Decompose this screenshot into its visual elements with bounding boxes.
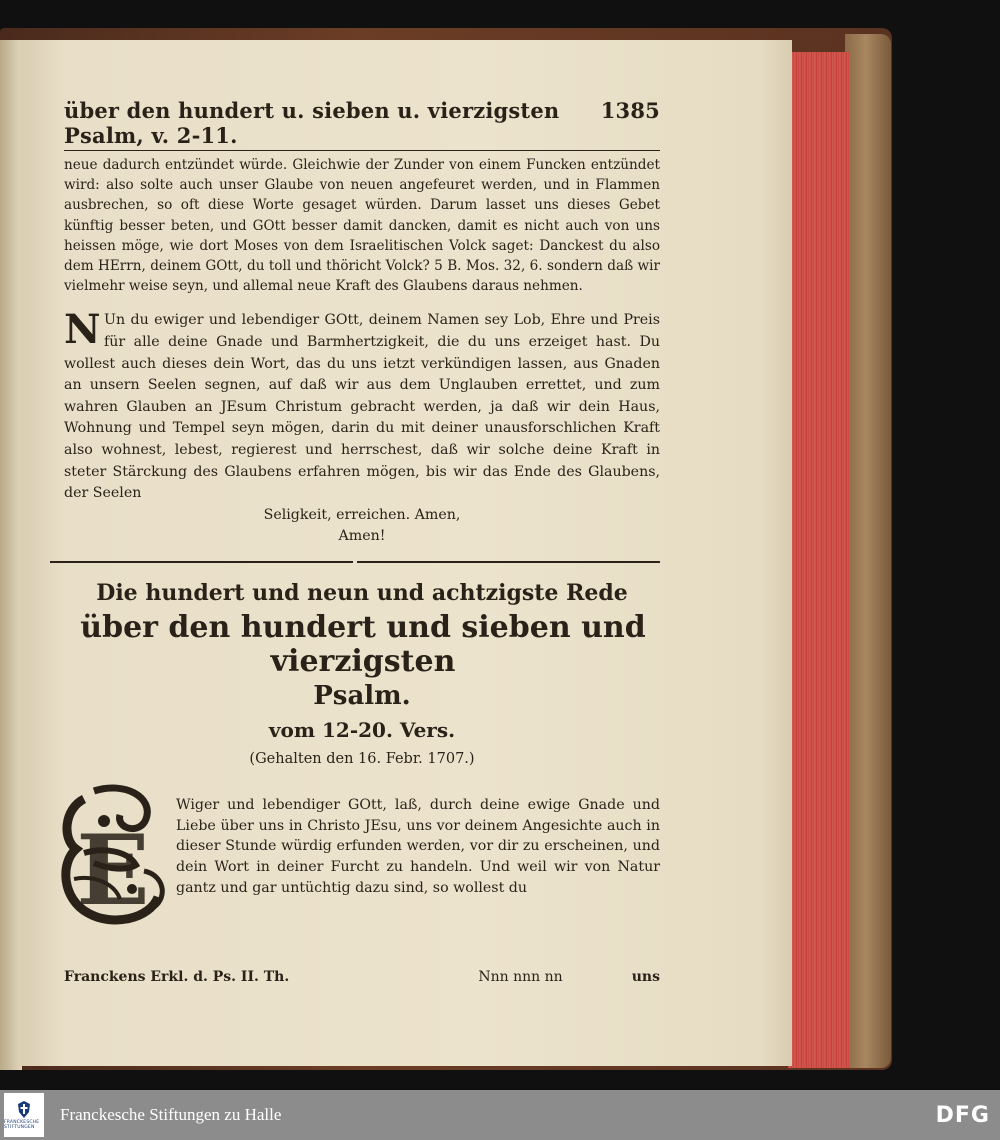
institution-name: Franckesche Stiftungen zu Halle [60, 1105, 282, 1124]
prayer-initial: N [64, 306, 101, 354]
section-title-line3: Psalm. [313, 680, 411, 711]
viewer-bar [0, 1090, 1000, 1140]
signature-line: Franckens Erkl. d. Ps. II. Th. [64, 968, 290, 985]
dfg-logo[interactable]: DFG [935, 1102, 990, 1128]
prayer-amen: Amen! [338, 527, 386, 544]
section-date: (Gehalten den 16. Febr. 1707.) [249, 750, 475, 767]
prayer-text: Un du ewiger und lebendiger GOtt, deinem Namen sey Lob, Ehre und Preis für alle deine Gnade und Barmhertzigkeit, die du uns erzeiget hast. Du wollest auch dieses dein Wort, das du uns ietzt verkündigen lassen, aus Gnaden an unsern Seelen segnen, auf daß wir aus dem Unglauben errettet, und zum wahren Glauben an JEsum Christum gebracht werden, ja daß wir dein Haus, Wohnung und Tempel seyn mögen, darin du mit deiner unausforschlichen Kraft also wohnest, lebest, regierest und herrschest, daß wir solche deine Kraft in steter Stärckung des Glaubens erfahren mögen, bis wir das Ende des Glaubens, der Seelen [64, 312, 660, 502]
facing-page-edge [0, 40, 22, 1070]
logo-label: FRANCKESCHE STIFTUNGEN [4, 1120, 40, 1130]
page-block-red-edge [788, 52, 850, 1068]
closing-prayer [64, 306, 660, 504]
book-page [20, 40, 792, 1066]
continuation-paragraph: neue dadurch entzündet würde. Gleichwie der Zunder von einem Funcken entzündet wird: also solte auch unser Glaube von neuen angefeuret werden, und in Flammen ausbrechen, so oft diese Worte gesaget würden. Darum lasset uns dieses Gebet künftig besser beten, und GOtt besser damit dancken, damit es nicht auch von uns heissen möge, wie dort Moses von dem Israelitischen Volck saget: Danckest du also dem HErrn, deinem GOtt, du toll und thöricht Volck? 5 B. Mos. 32, 6. sondern daß wir vielmehr weise seyn, und allemal neue Kraft des Glaubens daraus nehmen. [64, 157, 660, 295]
section-verses: vom 12-20. Vers. [268, 717, 456, 742]
section-divider [50, 561, 660, 563]
running-header [64, 98, 660, 151]
page-number: 1385 [600, 98, 660, 123]
shield-crest-icon [16, 1100, 32, 1120]
book-cover-edge [845, 34, 891, 1068]
page-footer [64, 969, 660, 985]
opening-paragraph [64, 779, 660, 985]
page-content [64, 98, 660, 985]
institution-logo[interactable] [4, 1093, 44, 1137]
section-title-line2: über den hundert und sieben und vierzigsten [80, 609, 646, 679]
ornamental-initial-e-icon [54, 779, 172, 931]
prayer-closing-line: Seligkeit, erreichen. Amen, [263, 506, 461, 523]
catchword: uns [631, 968, 660, 985]
section-title-line1: Die hundert und neun und achtzigste Rede [96, 579, 628, 606]
sheet-mark: Nnn nnn nn [478, 968, 563, 985]
svg-text:E: E [76, 813, 150, 927]
running-title: über den hundert u. sieben u. vierzigsten Psalm, v. 2-11. [64, 98, 560, 148]
opening-text: Wiger und lebendiger GOtt, laß, durch deine ewige Gnade und Liebe über uns in Christo JEsu, uns vor deinem Angesichte auch in dieser Stunde würdig erfunden werden, vor dir zu erscheinen, und dein Wort in deiner Furcht zu handeln. Und weil wir von Natur gantz und gar untüchtig dazu sind, so wollest du [176, 796, 660, 896]
